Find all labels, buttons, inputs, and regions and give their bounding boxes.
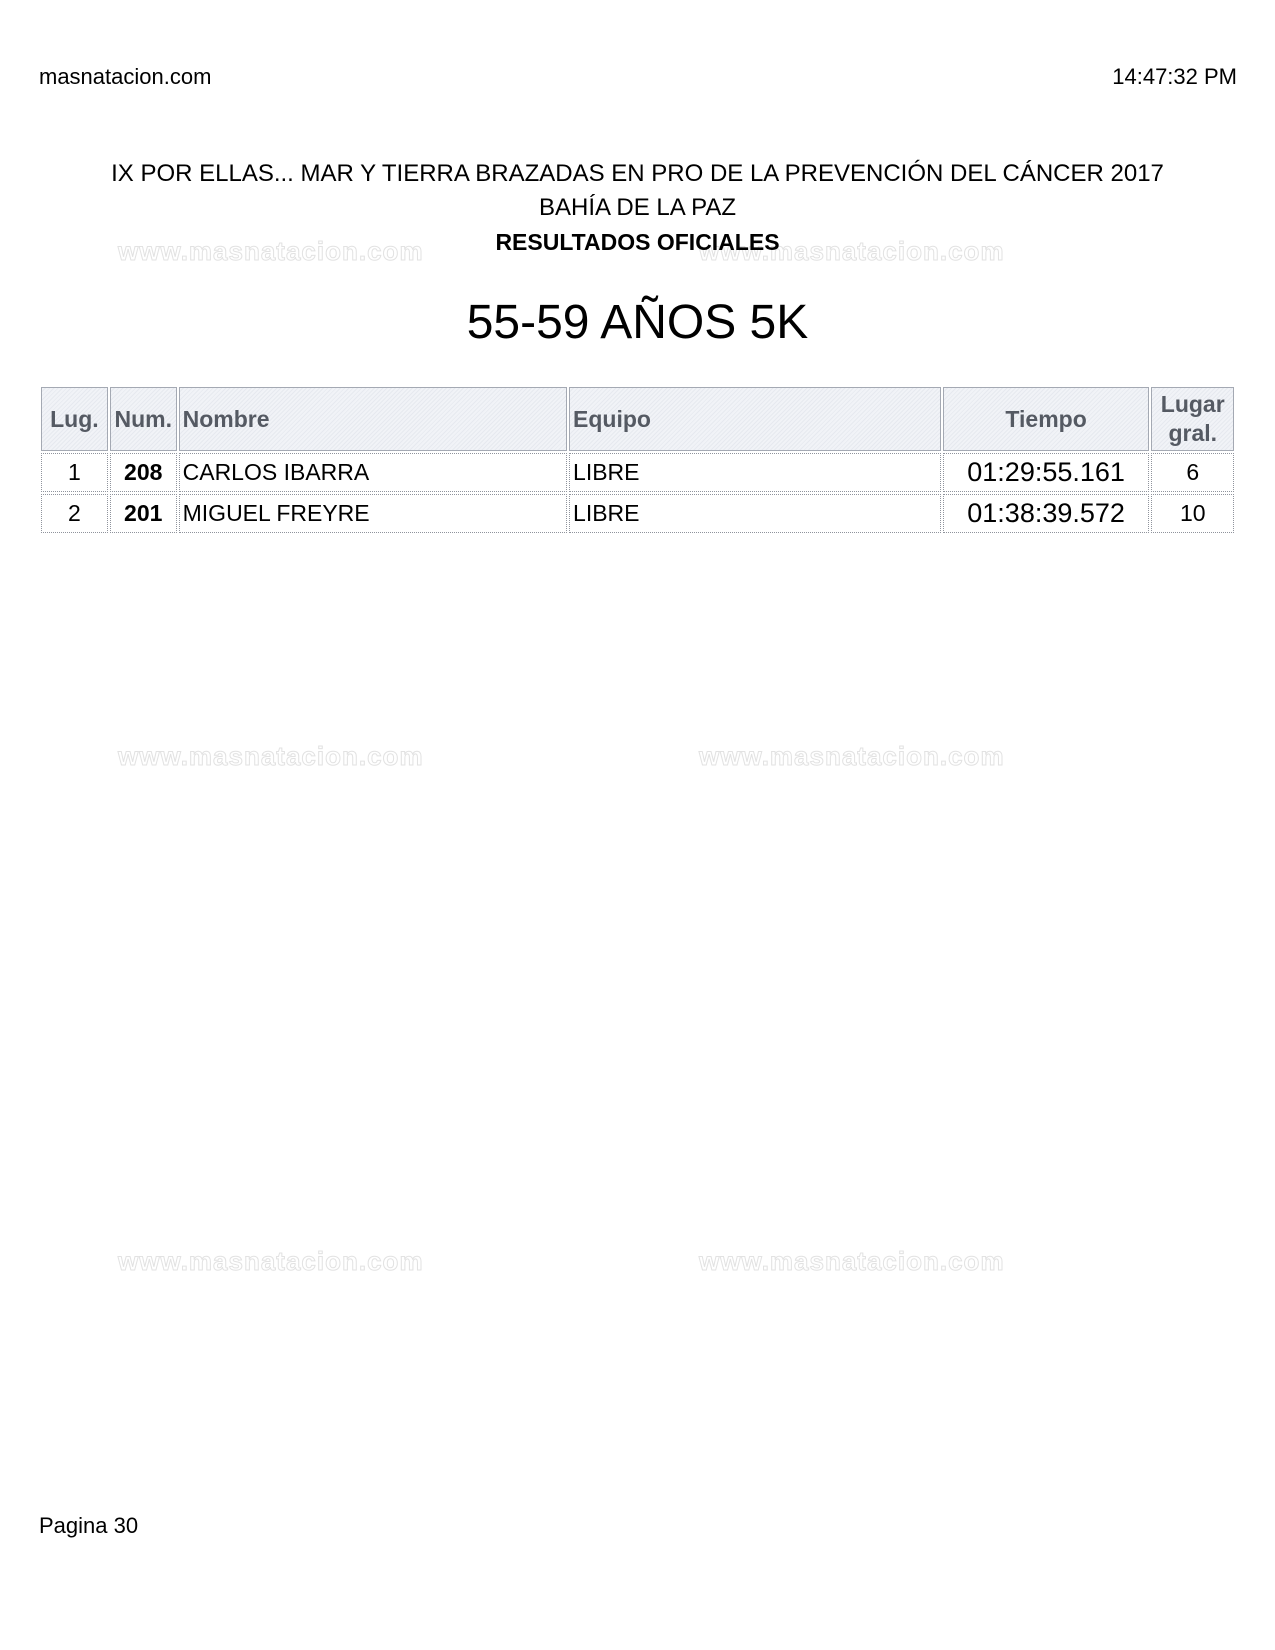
- cell-equipo: LIBRE: [569, 453, 941, 492]
- header-nombre: Nombre: [179, 387, 567, 451]
- header-lug: Lug.: [41, 387, 108, 451]
- header-num: Num.: [110, 387, 177, 451]
- cell-nombre: MIGUEL FREYRE: [179, 494, 567, 533]
- cell-lug: 2: [41, 494, 108, 533]
- header-lugar-gral: [1151, 387, 1234, 451]
- table-header-row: [41, 387, 1234, 451]
- header-equipo: Equipo: [569, 387, 941, 451]
- watermark: www.masnatacion.com: [118, 236, 424, 266]
- cell-nombre: CARLOS IBARRA: [179, 453, 567, 492]
- watermark: www.masnatacion.com: [118, 741, 424, 771]
- print-time: 14:47:32 PM: [1112, 64, 1237, 89]
- category-title: 55-59 AÑOS 5K: [466, 296, 809, 349]
- watermark: www.masnatacion.com: [699, 236, 1005, 266]
- results-label: RESULTADOS OFICIALES: [495, 229, 780, 255]
- watermark: www.masnatacion.com: [699, 741, 1005, 771]
- cell-num: 201: [110, 494, 177, 533]
- title-block: [0, 157, 1275, 259]
- cell-lug: 1: [41, 453, 108, 492]
- cell-tiempo: 01:29:55.161: [943, 453, 1150, 492]
- cell-lugar-gral: 6: [1151, 453, 1234, 492]
- results-table: [39, 385, 1236, 535]
- cell-num: 208: [110, 453, 177, 492]
- cell-lugar-gral: 10: [1151, 494, 1234, 533]
- cell-equipo: LIBRE: [569, 494, 941, 533]
- event-place: BAHÍA DE LA PAZ: [539, 194, 736, 221]
- table-row: [41, 494, 1234, 533]
- cell-tiempo: 01:38:39.572: [943, 494, 1150, 533]
- site-name: masnatacion.com: [39, 64, 212, 89]
- header-lugar-line1: Lugar: [1160, 391, 1225, 417]
- table-row: [41, 453, 1234, 492]
- watermark: www.masnatacion.com: [118, 1246, 424, 1276]
- page-number: Pagina 30: [39, 1513, 139, 1538]
- event-title: IX POR ELLAS... MAR Y TIERRA BRAZADAS EN PRO DE LA PREVENCIÓN DEL CÁNCER 2017: [111, 160, 1164, 187]
- watermark: www.masnatacion.com: [699, 1246, 1005, 1276]
- header-lugar-line2: gral.: [1168, 420, 1218, 446]
- header-tiempo: Tiempo: [943, 387, 1150, 451]
